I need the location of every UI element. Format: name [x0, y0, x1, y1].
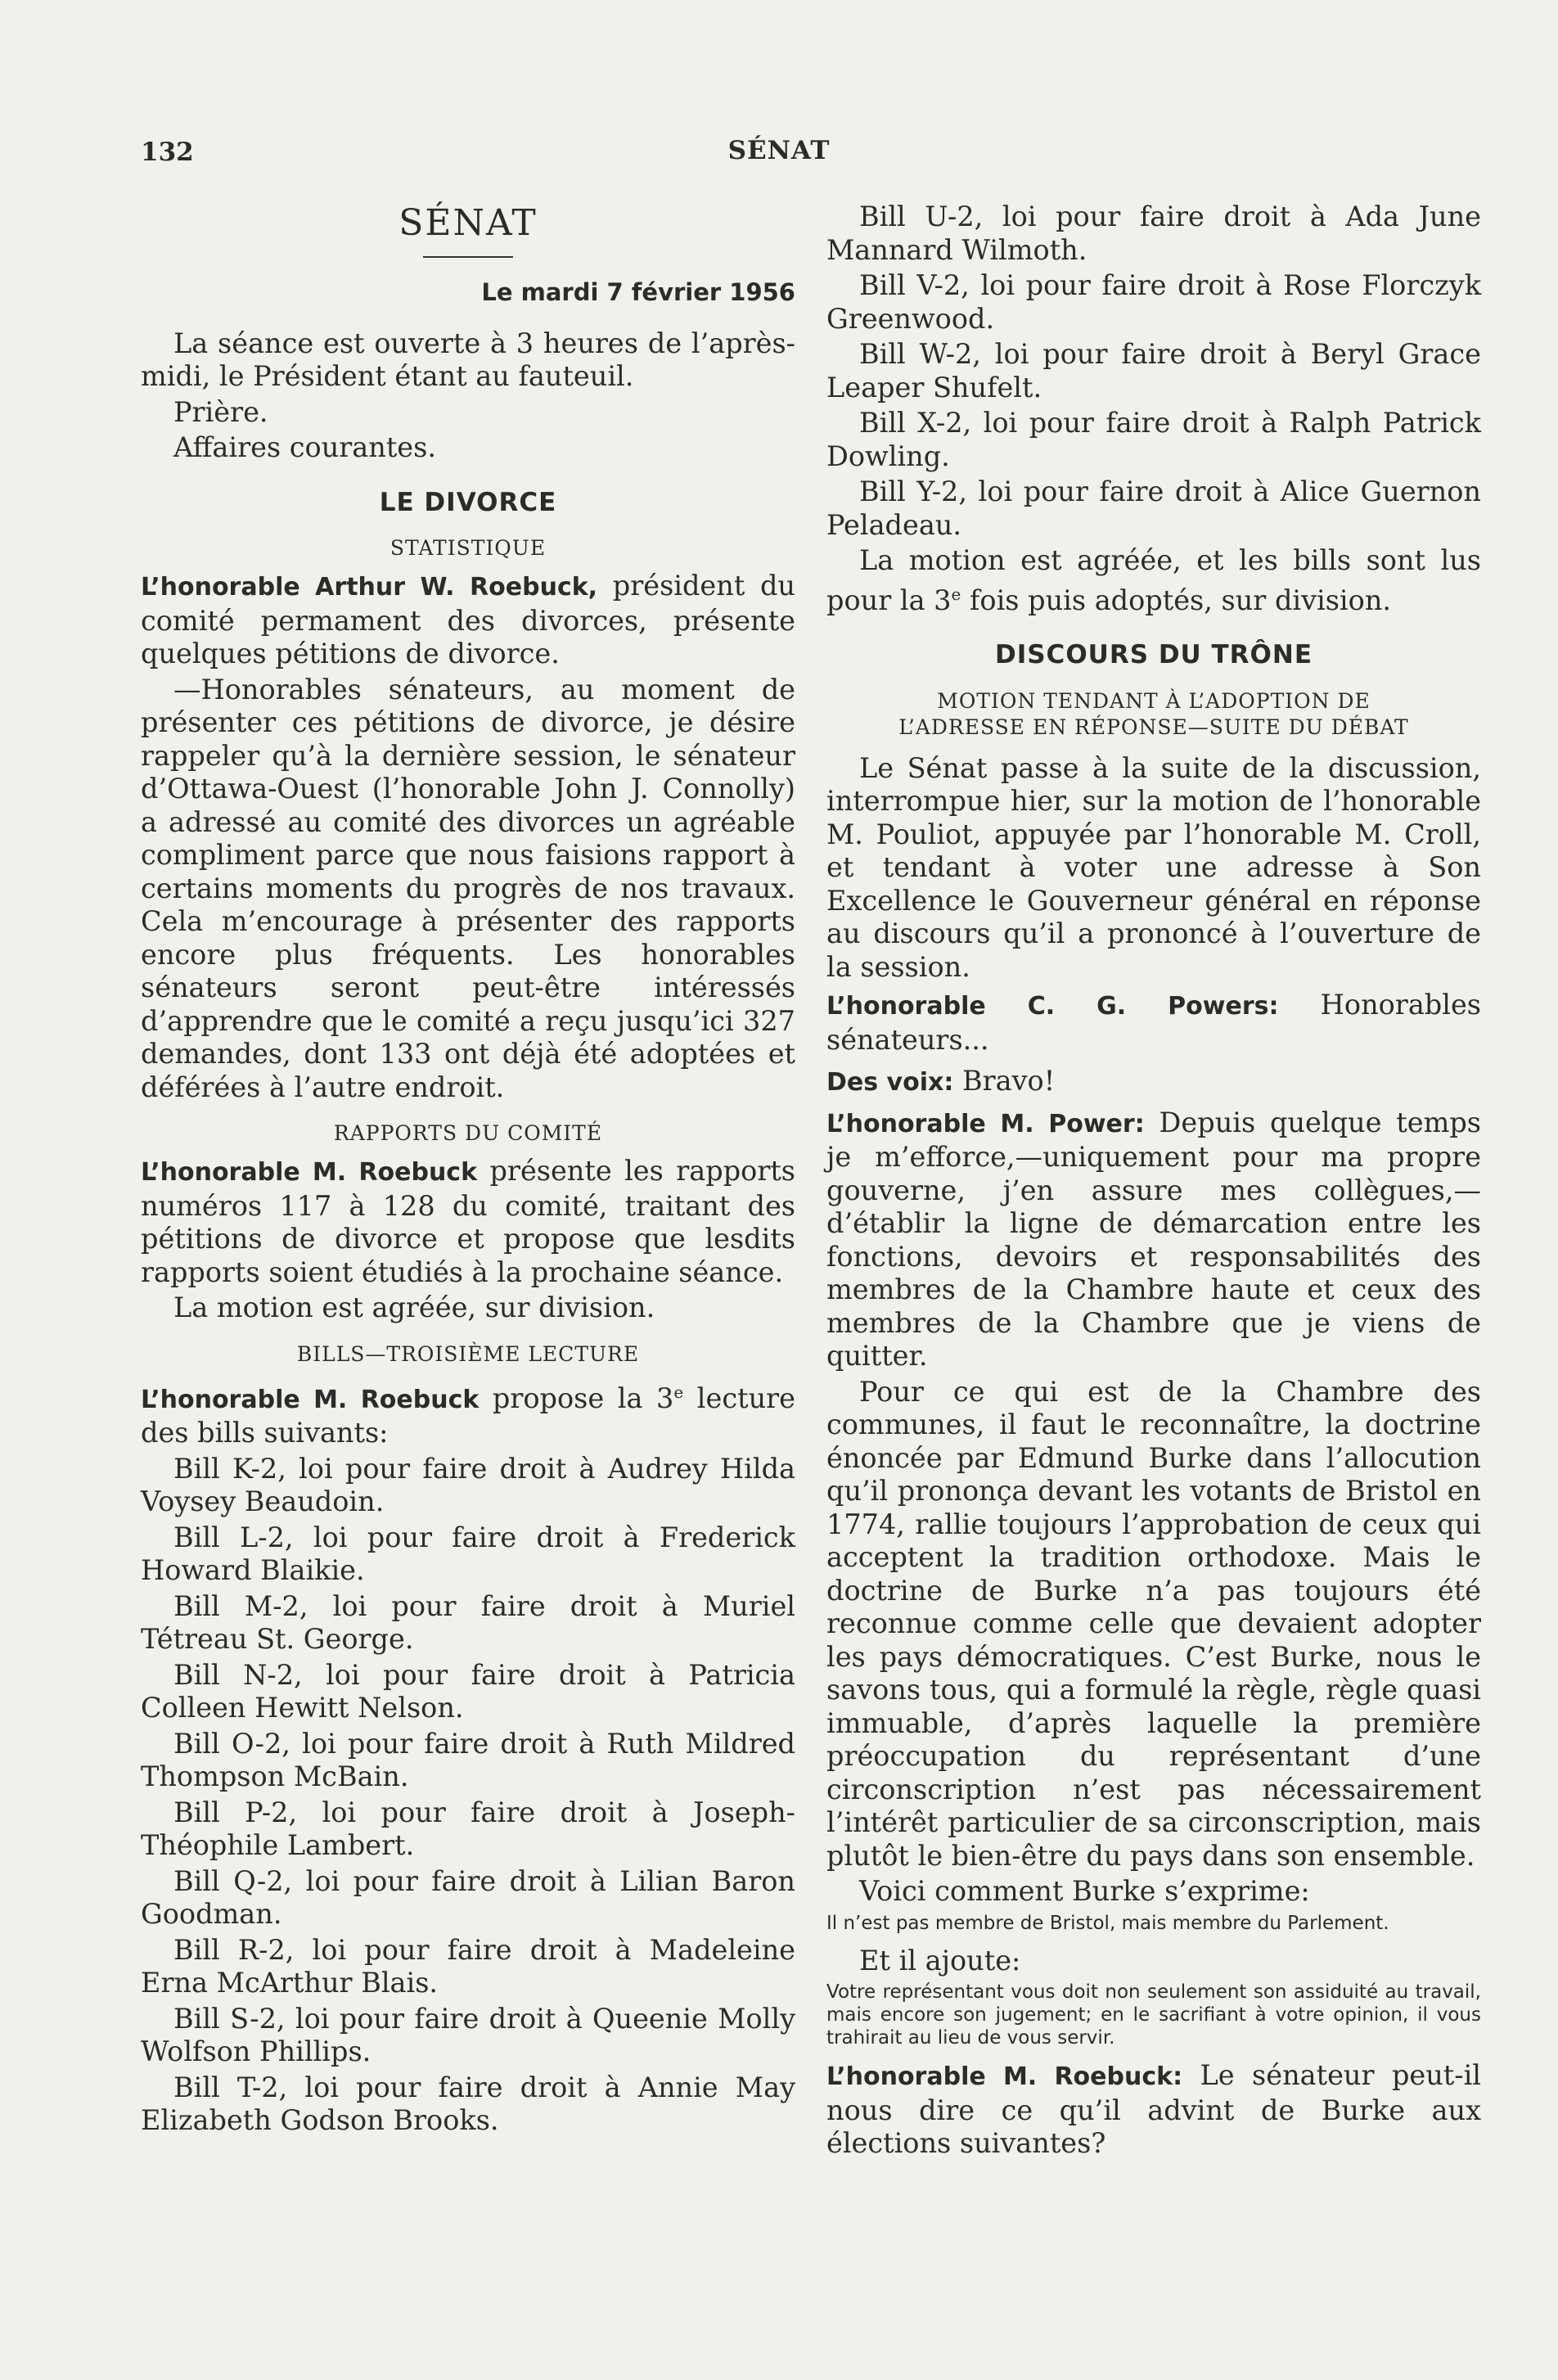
bill-item: Bill W-2, loi pour faire droit à Beryl Grace Leaper Shufelt. — [826, 338, 1481, 403]
speaker-name: Des voix: — [826, 1068, 954, 1098]
bills-intro — [141, 1376, 795, 1450]
right-column — [826, 201, 1481, 2163]
page-number: 132 — [141, 137, 194, 167]
voici-paragraph: Voici comment Burke s’exprime: — [859, 1875, 1310, 1908]
bill-item: Bill M-2, loi pour faire droit à Muriel Tétreau St. George. — [141, 1589, 795, 1656]
bill-item: Bill U-2, loi pour faire droit à Ada June Mannard Wilmoth. — [826, 201, 1481, 266]
bill-item: Bill S-2, loi pour faire droit à Queenie Molly Wolfson Phillips. — [141, 2002, 795, 2068]
paragraph-text: Depuis quelque temps je m’efforce,—uniquement pour ma propre gouverne, j’en assure mes collègues,—d’établir la ligne de démarcation entre les fonctions, devoirs et responsabilités des membres de la Chambre haute et ceux des membres de la Chambre que je viens de quitter. — [826, 1106, 1481, 1373]
bill-item: Bill X-2, loi pour faire droit à Ralph Patrick Dowling. — [826, 407, 1481, 472]
roebuck-question — [826, 2059, 1481, 2161]
bills-adopted — [826, 544, 1481, 617]
opening-paragraph: La séance est ouverte à 3 heures de l’après-midi, le Président étant au fauteuil. — [141, 327, 795, 392]
roebuck-petitions — [141, 570, 795, 671]
bill-item: Bill N-2, loi pour faire droit à Patricia Colleen Hewitt Nelson. — [141, 1658, 795, 1724]
speaker-name: L’honorable C. G. Powers: — [826, 992, 1279, 1021]
statistique-heading: STATISTIQUE — [390, 536, 547, 560]
running-title: SÉNAT — [727, 136, 831, 165]
bills-heading: BILLS—TROISIÈME LECTURE — [296, 1341, 640, 1366]
paragraph-text: La motion est agréée, et les bills sont lus pour la 3 — [826, 544, 1481, 616]
rapports-heading: RAPPORTS DU COMITÉ — [333, 1121, 603, 1145]
ajoute-paragraph: Et il ajoute: — [859, 1944, 1021, 1977]
bill-item: Bill T-2, loi pour faire droit à Annie May Elizabeth Godson Brooks. — [141, 2071, 795, 2137]
bill-item: Bill P-2, loi pour faire droit à Joseph-Théophile Lambert. — [141, 1796, 795, 1862]
sitting-date: Le mardi 7 février 1956 — [481, 278, 795, 306]
paragraph-text: fois puis adoptés, sur division. — [961, 584, 1392, 616]
speaker-name: L’honorable Arthur W. Roebuck, — [141, 573, 598, 602]
burke-quote: Il n’est pas membre de Bristol, mais membre du Parlement. — [826, 1912, 1389, 1934]
paragraph-text: Le sénateur peut-il nous dire ce qu’il advint de Burke aux élections suivantes? — [826, 2059, 1482, 2160]
bill-item: Bill V-2, loi pour faire droit à Rose Florczyk Greenwood. — [826, 269, 1481, 335]
priere: Prière. — [173, 395, 268, 428]
voix-paragraph — [826, 1065, 1481, 1100]
speaker-name: L’honorable M. Roebuck — [141, 1385, 480, 1414]
discours-heading: DISCOURS DU TRÔNE — [994, 640, 1313, 670]
divorce-heading: LE DIVORCE — [379, 487, 557, 517]
motion-agreed: La motion est agréée, sur division. — [173, 1291, 655, 1323]
bill-item: Bill L-2, loi pour faire droit à Frederick Howard Blaikie. — [141, 1521, 795, 1587]
bill-item: Bill Y-2, loi pour faire droit à Alice Guernon Peladeau. — [826, 476, 1481, 541]
power-paragraph — [826, 1107, 1481, 1373]
paragraph-text: Honorables sénateurs... — [826, 989, 1481, 1056]
bill-item: Bill Q-2, loi pour faire droit à Lilian Baron Goodman. — [141, 1864, 795, 1931]
burke-quote: Votre représentant vous doit non seulement son assiduité au travail, mais encore son jugement; en le sacrifiant à votre opinion, il vous trahirait au lieu de vous servir. — [826, 1981, 1481, 2049]
paragraph-text: président du comité permament des divorces, présente quelques pétitions de divorce. — [141, 570, 795, 669]
section-title: SÉNAT — [399, 202, 538, 244]
speaker-name: L’honorable M. Roebuck — [141, 1158, 478, 1187]
bill-item: Bill R-2, loi pour faire droit à Madeleine Erna McArthur Blais. — [141, 1933, 795, 1999]
affaires-courantes: Affaires courantes. — [173, 431, 436, 463]
left-column — [141, 201, 795, 2140]
roebuck-speech: —Honorables sénateurs, au moment de présenter ces pétitions de divorce, je désire rappeler qu’à la dernière session, le sénateur d’Ottawa-Ouest (l’honorable John J. Connolly) a adressé au comité des divorces un agréable compliment parce que nous faisions rapport à certains moments du progrès de nos travaux. Cela m’encourage à présenter des rapports encore plus fréquents. Les honorables sénateurs seront peut-être intéressés d’apprendre que le comité a reçu jusqu’ici 327 demandes, dont 133 ont déjà été adoptées et déférées à l’autre endroit. — [141, 673, 795, 1103]
paragraph-text: Bravo! — [953, 1065, 1056, 1098]
powers-paragraph — [826, 989, 1481, 1057]
motion-heading — [826, 688, 1481, 741]
superscript: e — [673, 1382, 684, 1402]
speaker-name: L’honorable M. Roebuck: — [826, 2062, 1183, 2092]
speaker-name: L’honorable M. Power: — [826, 1109, 1145, 1138]
paragraph-text: présente les rapports numéros 117 à 128 du comité, traitant des pétitions de divorce et propose que lesdits rapports soient étudiés à la prochaine séance. — [141, 1155, 795, 1288]
title-rule — [423, 256, 513, 258]
bill-item: Bill K-2, loi pour faire droit à Audrey Hilda Voysey Beaudoin. — [141, 1452, 795, 1518]
paragraph-text: lecture des bills suivants: — [141, 1382, 795, 1449]
motion-heading-line: L’ADRESSE EN RÉPONSE—SUITE DU DÉBAT — [898, 714, 1409, 739]
paragraph-text: propose la 3 — [479, 1382, 674, 1414]
motion-heading-line: MOTION TENDANT À L’ADOPTION DE — [937, 688, 1371, 713]
bill-item: Bill O-2, loi pour faire droit à Ruth Mildred Thompson McBain. — [141, 1727, 795, 1793]
senat-passe-paragraph: Le Sénat passe à la suite de la discussion, interrompue hier, sur la motion de l’honorable M. Pouliot, appuyée par l’honorable M. Croll, et tendant à voter une adresse à Son Excellence le Gouverneur général en réponse au discours qu’il a prononcé à l’ouverture de la session. — [826, 751, 1481, 983]
burke-paragraph: Pour ce qui est de la Chambre des communes, il faut le reconnaître, la doctrine énoncée par Edmund Burke dans l’allocution qu’il prononça devant les votants de Bristol en 1774, rallie toujours l’approbation de ceux qui acceptent la tradition orthodoxe. Mais le doctrine de Burke n’a pas toujours été reconnue comme celle que devaient adopter les pays démocratiques. C’est Burke, nous le savons tous, qui a formulé la règle, règle quasi immuable, d’après laquelle la première préoccupation du représentant d’une circonscription n’est pas nécessairement l’intérêt particulier de sa circonscription, mais plutôt le bien-être du pays dans son ensemble. — [826, 1375, 1481, 1872]
rapports-paragraph — [141, 1155, 795, 1289]
superscript: e — [951, 584, 961, 604]
